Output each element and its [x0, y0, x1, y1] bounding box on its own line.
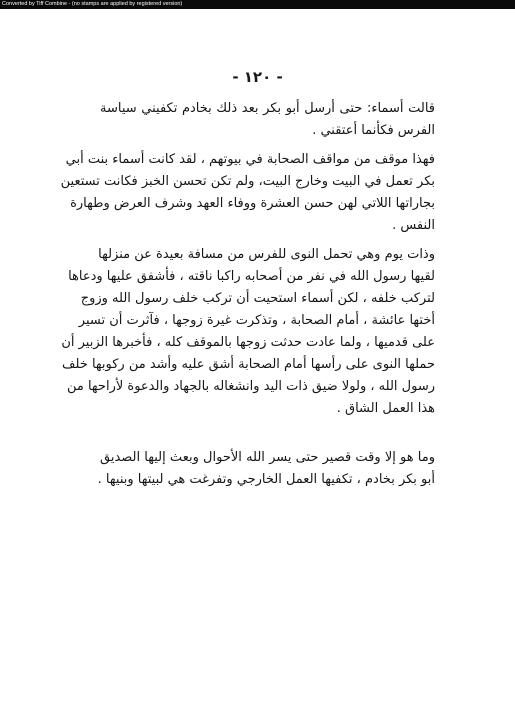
text-line: أختها عائشة ، أمام الصحابة ، وتذكرت غيرة زوجها ، فآثرت أن تسير — [78, 313, 435, 328]
text-line: هذا العمل الشاق . — [336, 401, 435, 416]
text-line: وذات يوم وهي تحمل النوى للفرس من مسافة بعيدة عن منزلها — [98, 247, 435, 262]
paragraph-3 — [61, 244, 435, 420]
text-line: حملها النوى على رأسها أمام الصحابة أشق عليه وأشد من ركوبها خلف — [62, 357, 435, 372]
text-line: وما هو إلا وقت قصير حتى يسر الله الأحوال وبعث إليها الصديق — [100, 450, 435, 465]
text-line: أبو بكر بخادم ، تكفيها العمل الخارجي وتفرغت هي لبيتها وبنيها . — [97, 472, 435, 487]
page-number: - ١٢٠ - — [232, 68, 283, 86]
text-line: بكر تعمل في البيت وخارج البيت، ولم تكن تحسن الخبز فكانت تستعين — [60, 174, 435, 189]
converter-banner — [0, 0, 515, 9]
text-line: رسول الله ، ولولا ضيق ذات اليد وانشغاله بالجهاد والدعوة لأراحها من — [66, 379, 435, 394]
text-line: بجاراتها اللاتي لهن حسن العشرة ووفاء العهد وشرف العرض وطهارة — [70, 196, 435, 211]
text-line: فهذا موقف من مواقف الصحابة في بيوتهم ، لقد كانت أسماء بنت أبي — [65, 152, 435, 167]
text-line: لتركب خلفه ، لكن أسماء استحيت أن تركب خلف رسول الله وزوج — [80, 291, 435, 306]
paragraph-4 — [97, 447, 435, 491]
text-line: قالت أسماء: حتى أرسل أبو بكر بعد ذلك بخادم تكفيني سياسة — [100, 101, 435, 116]
paragraph-2 — [60, 149, 435, 237]
converter-notice: Converted by Tiff Combine - (no stamps are applied by registered version) — [2, 1, 183, 7]
text-line: الفرس فكأنما أعتقني . — [312, 123, 435, 138]
text-line: النفس . — [392, 218, 435, 233]
text-line: على قدميها ، ولما عادت حدثت زوجها بالموقف كله ، فأخبرها الزبير أن — [61, 335, 435, 350]
text-line: لقيها رسول الله في نفر من أصحابه راكبا ناقته ، فأشفق عليها ودعاها — [68, 269, 435, 284]
paragraph-1 — [100, 98, 435, 142]
